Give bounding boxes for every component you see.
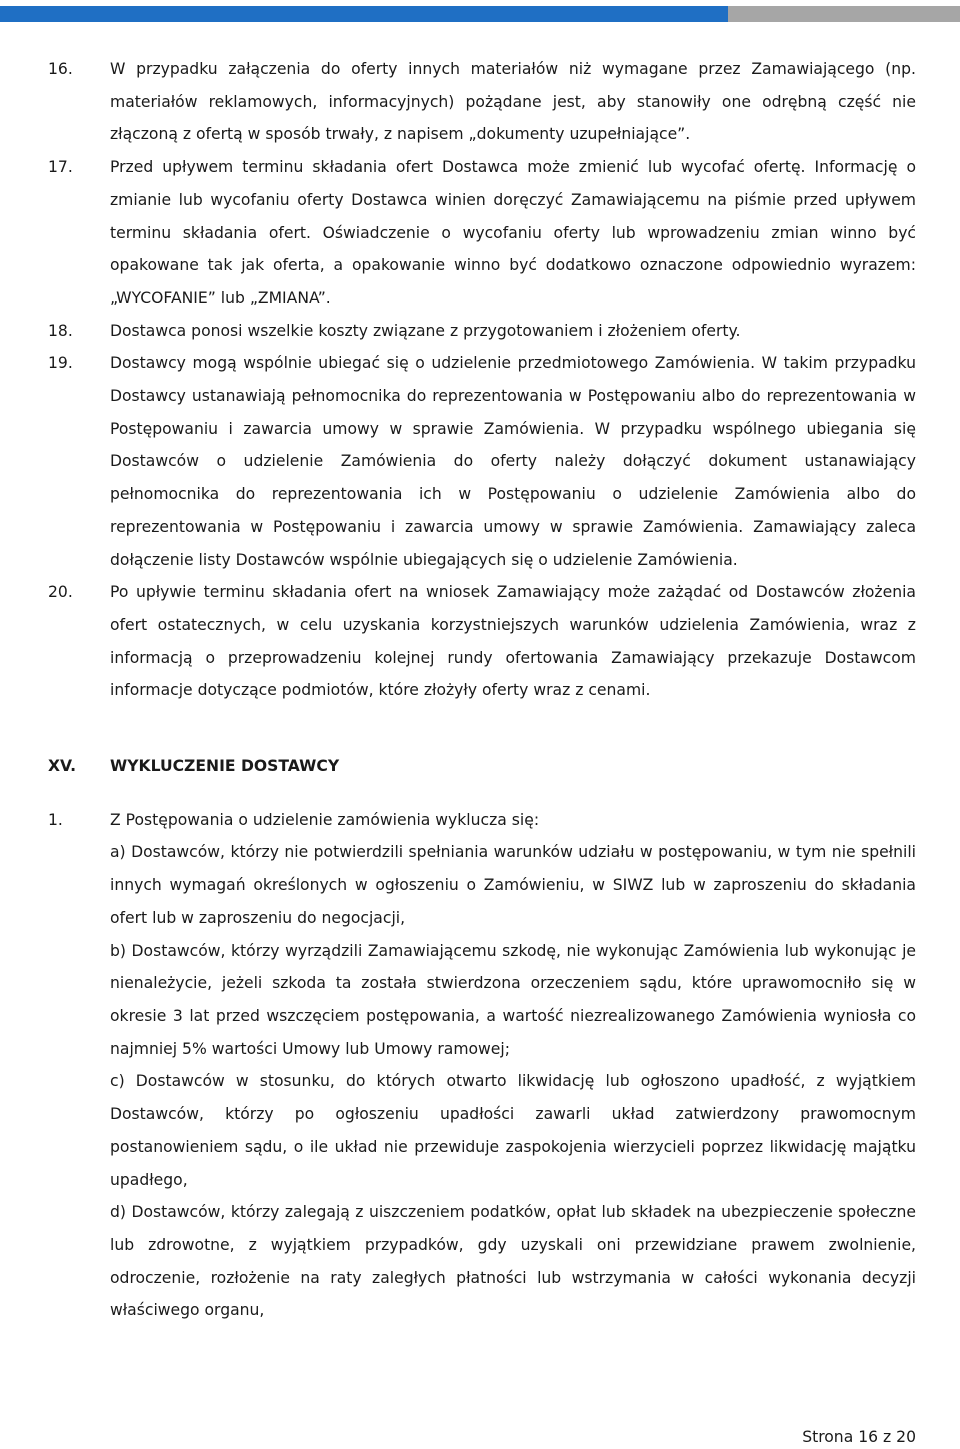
paragraph: Dostawca ponosi wszelkie koszty związane z przygotowaniem i złożeniem oferty. bbox=[110, 321, 741, 340]
paragraph: d) Dostawców, którzy zalegają z uiszczeniem podatków, opłat lub składek na ubezpieczenie społeczne lub zdrowotne, z wyjątkiem przypadków, gdy uzyskali oni przewidziane prawem zwolnienie, odroczenie, rozłożenie na raty zaległych płatności lub wstrzymania w całości wykonania decyzji właściwego organu, bbox=[110, 1203, 916, 1320]
list-item bbox=[48, 151, 916, 315]
item-text bbox=[110, 576, 916, 707]
item-text bbox=[110, 53, 916, 151]
item-number: 18. bbox=[48, 321, 73, 340]
paragraph: Z Postępowania o udzielenie zamówienia wyklucza się: bbox=[110, 810, 540, 829]
paragraph: W przypadku załączenia do oferty innych materiałów niż wymagane przez Zamawiającego (np. materiałów reklamowych, informacyjnych) pożądane jest, aby stanowiły one odrębną część nie złączoną z ofertą w sposób trwały, z napisem „dokumenty uzupełniające”. bbox=[110, 60, 916, 144]
paragraph: a) Dostawców, którzy nie potwierdzili spełniania warunków udziału w postępowaniu, w tym nie spełnili innych wymagań określonych w ogłoszeniu o Zamówieniu, w SIWZ lub w zaproszeniu do składania ofert lub w zaproszeniu do negocjacji, bbox=[110, 843, 916, 927]
item-text bbox=[110, 315, 916, 348]
item-number: 1. bbox=[48, 810, 63, 829]
item-number: 20. bbox=[48, 583, 73, 602]
paragraph: Przed upływem terminu składania ofert Dostawca może zmienić lub wycofać ofertę. Informację o zmianie lub wycofaniu oferty Dostawca winien doręczyć Zamawiającemu na piśmie przed upływem terminu składania ofert. Oświadczenie o wycofaniu oferty lub wprowadzeniu zmian winno być opakowane tak jak oferta, a opakowanie winno być dodatkowo oznaczone odpowiednio wyrazem: „WYCOFANIE” lub „ZMIANA”. bbox=[110, 158, 916, 307]
item-text bbox=[110, 804, 916, 1327]
list-item bbox=[48, 53, 916, 151]
page-number: Strona 16 z 20 bbox=[802, 1428, 916, 1446]
header-bar-blue bbox=[0, 6, 728, 22]
item-number: 19. bbox=[48, 354, 73, 373]
header-bar-grey bbox=[728, 6, 960, 22]
list-item bbox=[48, 804, 916, 1327]
header-bar bbox=[0, 0, 960, 22]
list-item bbox=[48, 315, 916, 348]
paragraph: Dostawcy mogą wspólnie ubiegać się o udzielenie przedmiotowego Zamówienia. W takim przypadku Dostawcy ustanawiają pełnomocnika do reprezentowania w Postępowaniu albo do reprezentowania w Postępowaniu i zawarcia umowy w sprawie Zamówienia. W przypadku wspólnego ubiegania się Dostawców o udzielenie Zamówienia do oferty należy dołączyć dokument ustanawiający pełnomocnika do reprezentowania ich w Postępowaniu o udzielenie Zamówienia albo do reprezentowania w Postępowaniu i zawarcia umowy w sprawie Zamówienia. Zamawiający zaleca dołączenie listy Dostawców wspólnie ubiegających się o udzielenie Zamówienia. bbox=[110, 354, 916, 569]
section-title: WYKLUCZENIE DOSTAWCY bbox=[110, 757, 340, 776]
item-number: 16. bbox=[48, 60, 73, 78]
document-page bbox=[48, 53, 916, 1327]
exclusion-list bbox=[48, 804, 916, 1327]
list-item bbox=[48, 347, 916, 576]
section-heading bbox=[48, 750, 916, 783]
item-number: 17. bbox=[48, 158, 73, 177]
item-text bbox=[110, 151, 916, 315]
list-item bbox=[48, 576, 916, 707]
section-number: XV. bbox=[48, 757, 77, 776]
paragraph: Po upływie terminu składania ofert na wniosek Zamawiający może zażądać od Dostawców złożenia ofert ostatecznych, w celu uzyskania korzystniejszych warunków udzielenia Zamówienia, wraz z informacją o przeprowadzeniu kolejnej rundy ofertowania Zamawiający przekazuje Dostawcom informacje dotyczące podmiotów, które złożyły oferty wraz z cenami. bbox=[110, 583, 916, 700]
numbered-list bbox=[48, 53, 916, 707]
paragraph: c) Dostawców w stosunku, do których otwarto likwidację lub ogłoszono upadłość, z wyjątkiem Dostawców, którzy po ogłoszeniu upadłości zawarli układ zatwierdzony prawomocnym postanowieniem sądu, o ile układ nie przewiduje zaspokojenia wierzycieli poprzez likwidację majątku upadłego, bbox=[110, 1072, 916, 1189]
paragraph: b) Dostawców, którzy wyrządzili Zamawiającemu szkodę, nie wykonując Zamówienia lub wykonując je nienależycie, jeżeli szkoda ta została stwierdzona orzeczeniem sądu, które uprawomocniło się w okresie 3 lat przed wszczęciem postępowania, a wartość niezrealizowanego Zamówienia wyniosła co najmniej 5% wartości Umowy lub Umowy ramowej; bbox=[110, 941, 916, 1058]
item-text bbox=[110, 347, 916, 576]
